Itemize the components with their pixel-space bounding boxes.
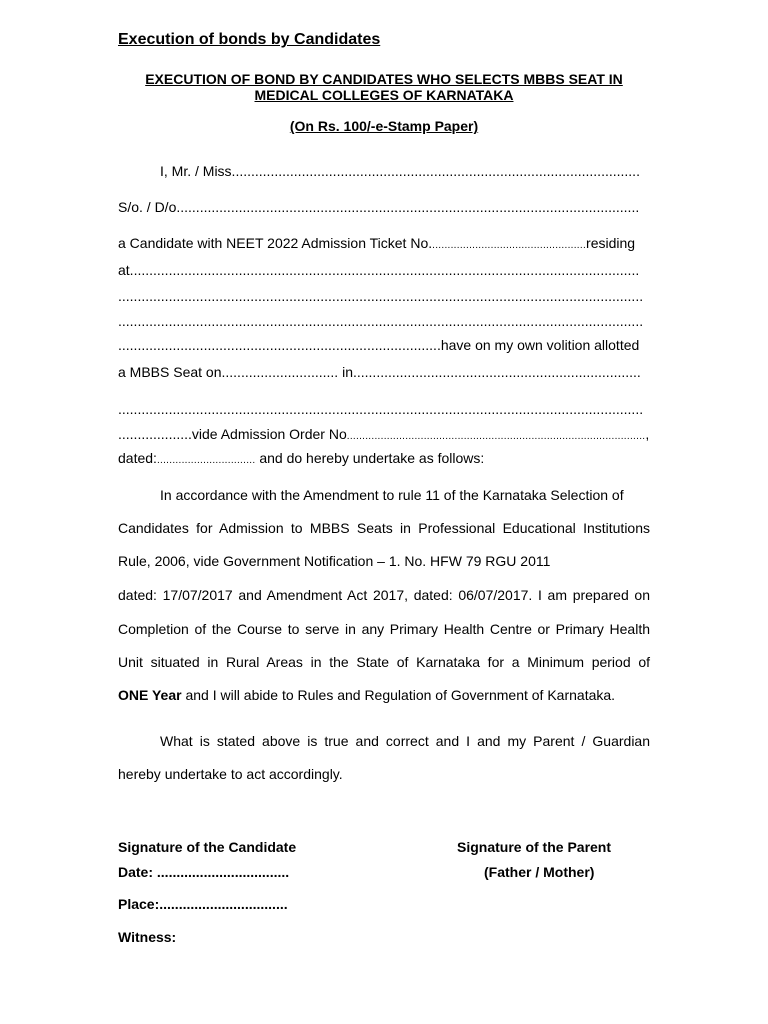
para2-line-1: What is stated above is true and correct and I and my Parent / Guardian (160, 733, 650, 749)
para1-line-5: Completion of the Course to serve in any Primary Health Centre or Primary Health (118, 621, 650, 637)
para1-line-6: Unit situated in Rural Areas in the State of Karnataka for a Minimum period of (118, 654, 650, 670)
para1-line-7-rest: and I will abide to Rules and Regulation of Government of Karnataka. (181, 687, 616, 703)
document-heading: Execution of bonds by Candidates (118, 31, 381, 48)
dated-suffix: and do hereby undertake as follows: (255, 450, 485, 466)
address-line-at: at................................................................................................................................... (118, 262, 640, 278)
address-line-2: ....................................................................................................................................... (118, 313, 644, 329)
para1-line-1: In accordance with the Amendment to rule 11 of the Karnataka Selection of (160, 487, 624, 503)
address-line-1: ....................................................................................................................................... (118, 288, 644, 304)
name-line: I, Mr. / Miss......................................................................................................... (160, 163, 640, 179)
dated-dots: ................................ (156, 455, 256, 466)
para1-line-2: Candidates for Admission to MBBS Seats in Professional Educational Institutions (118, 520, 650, 536)
date-field: Date: .................................. (118, 864, 290, 880)
witness-label: Witness: (118, 929, 177, 945)
order-prefix: ...................vide Admission Order No (118, 426, 347, 442)
para1-line-3: Rule, 2006, vide Government Notification – 1. No. HFW 79 RGU 2011 (118, 553, 551, 569)
ticket-line (118, 234, 635, 255)
ticket-suffix: residing (586, 235, 636, 251)
order-dots: ................................................................................................. (346, 431, 646, 442)
parent-signature-label: Signature of the Parent (457, 839, 612, 855)
order-suffix: , (645, 426, 650, 442)
parent-line: S/o. / D/o....................................................................................................................... (118, 199, 640, 215)
ticket-dots: .................................................. (432, 240, 587, 251)
document-title: EXECUTION OF BOND BY CANDIDATES WHO SELECTS MBBS SEAT IN MEDICAL COLLEGES OF KARNATAKA (145, 71, 623, 103)
one-year-emphasis: ONE Year (118, 687, 182, 703)
seat-line: a MBBS Seat on.............................. in.......................................................................... (118, 364, 641, 380)
para1-line-7 (118, 686, 615, 704)
stamp-paper-note: (On Rs. 100/-e-Stamp Paper) (289, 118, 479, 134)
ticket-prefix: a Candidate with NEET 2022 Admission Ticket No. (118, 235, 433, 251)
para1-line-4: dated: 17/07/2017 and Amendment Act 2017, dated: 06/07/2017. I am prepared on (118, 587, 650, 603)
blank-line: ....................................................................................................................................... (118, 401, 644, 417)
admission-order-line (118, 425, 649, 446)
dated-line (118, 449, 484, 470)
place-field: Place:................................. (118, 896, 288, 912)
parent-relation-label: (Father / Mother) (484, 864, 595, 880)
candidate-signature-label: Signature of the Candidate (118, 839, 297, 855)
volition-line: ...................................................................................have on my own volition allotted (118, 337, 640, 353)
dated-label: dated: (118, 450, 157, 466)
para2-line-2: hereby undertake to act accordingly. (118, 766, 343, 782)
